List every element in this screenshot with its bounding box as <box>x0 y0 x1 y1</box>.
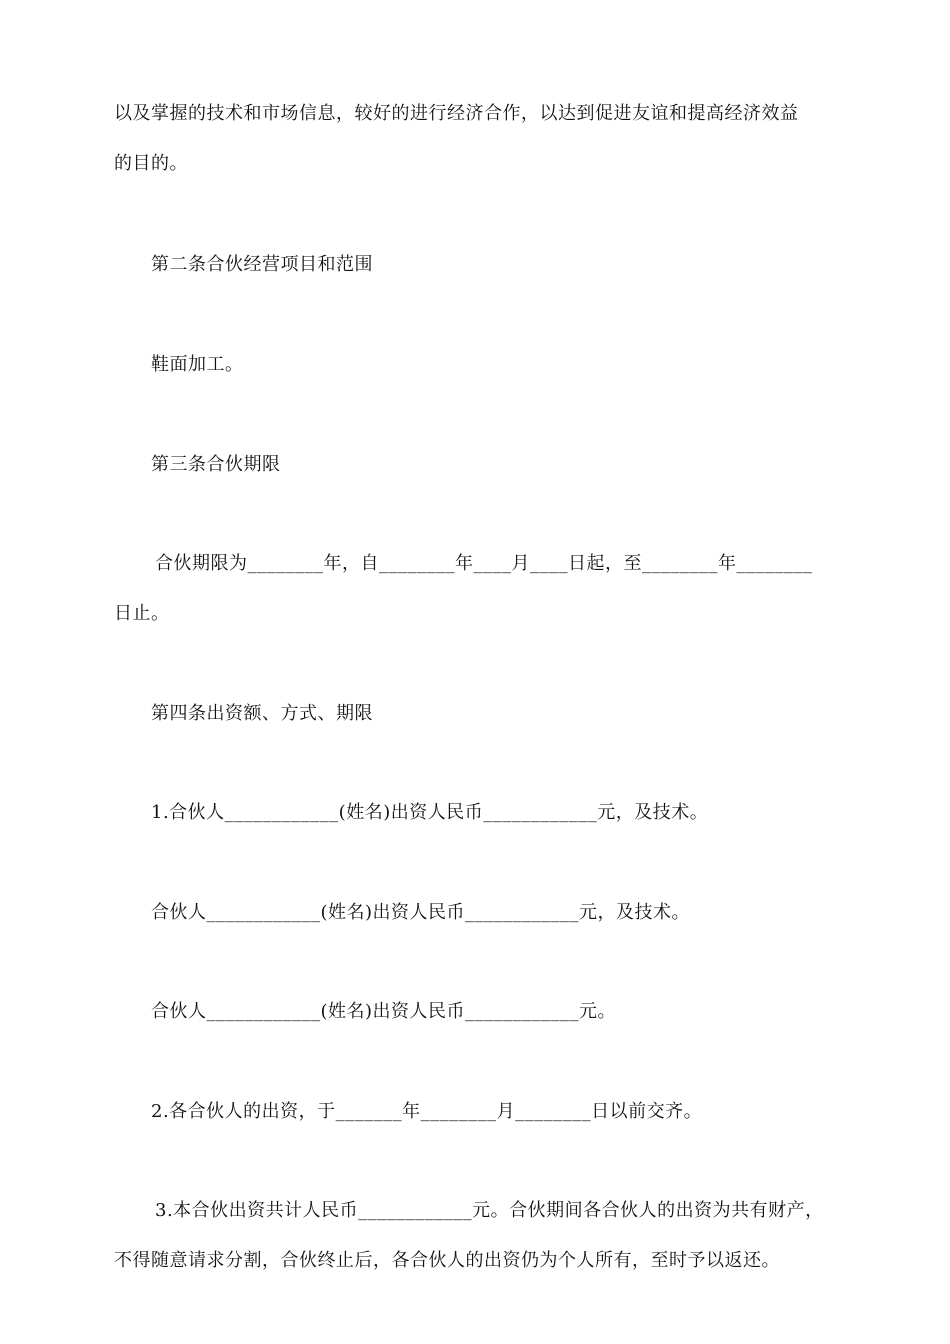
paragraph-line-purpose-2: 的目的。 <box>114 153 188 174</box>
article-4-total-line-1: 3.本合伙出资共计人民币____________元。合伙期间各合伙人的出资为共有财产， <box>155 1200 824 1221</box>
paragraph-line-purpose-1: 以及掌握的技术和市场信息，较好的进行经济合作，以达到促进友谊和提高经济效益 <box>114 103 799 124</box>
article-4-partner-2: 合伙人____________(姓名)出资人民币____________元，及技术。 <box>151 902 691 923</box>
article-2-content: 鞋面加工。 <box>151 354 244 375</box>
article-2-heading: 第二条合伙经营项目和范围 <box>151 254 373 275</box>
article-4-deadline: 2.各合伙人的出资，于_______年________月________日以前交齐。 <box>151 1101 703 1122</box>
article-4-partner-1: 1.合伙人____________(姓名)出资人民币____________元，及技术。 <box>151 802 709 823</box>
article-4-heading: 第四条出资额、方式、期限 <box>151 703 373 724</box>
article-3-term-line-2: 日止。 <box>114 603 170 624</box>
article-4-total-line-2: 不得随意请求分割，合伙终止后，各合伙人的出资仍为个人所有，至时予以返还。 <box>114 1250 780 1271</box>
article-4-partner-3: 合伙人____________(姓名)出资人民币____________元。 <box>151 1001 617 1022</box>
article-3-heading: 第三条合伙期限 <box>151 454 281 475</box>
article-3-term-line-1: 合伙期限为________年，自________年____月____日起，至________年________ <box>155 553 813 574</box>
